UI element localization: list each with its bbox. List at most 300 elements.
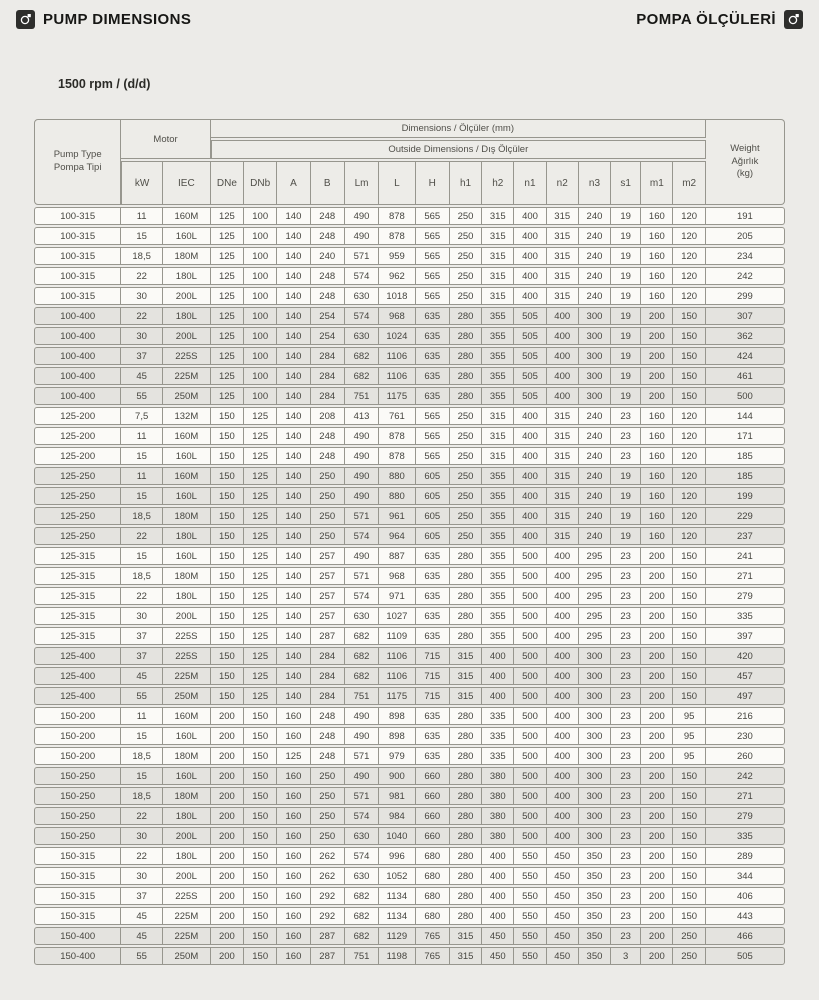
- dimension-cell: 240: [579, 527, 611, 545]
- pump-type-cell: 100-315: [34, 267, 121, 285]
- dimension-cell: 22: [121, 807, 163, 825]
- dimension-cell: 300: [579, 707, 611, 725]
- dimension-cell: 240: [579, 247, 611, 265]
- dimension-cell: 23: [611, 887, 641, 905]
- col-header-n2: n2: [547, 161, 579, 205]
- dimension-cell: 295: [579, 587, 611, 605]
- dimension-cell: 225M: [163, 367, 211, 385]
- dimension-cell: 350: [579, 867, 611, 885]
- dimension-cell: 200: [641, 367, 673, 385]
- dimension-cell: 120: [673, 527, 705, 545]
- dimension-cell: 682: [345, 347, 379, 365]
- dimension-cell: 400: [514, 207, 546, 225]
- dimension-cell: 15: [121, 547, 163, 565]
- dimension-cell: 605: [416, 467, 450, 485]
- dimension-cell: 287: [311, 627, 345, 645]
- dimension-cell: 248: [311, 727, 345, 745]
- weight-cell: 191: [706, 207, 785, 225]
- table-row: [34, 747, 785, 765]
- dimension-cell: 250: [450, 527, 482, 545]
- dimension-cell: 150: [244, 827, 277, 845]
- dimension-cell: 125: [244, 527, 277, 545]
- dimension-cell: 315: [482, 427, 514, 445]
- dimension-cell: 45: [121, 367, 163, 385]
- dimension-cell: 160: [641, 447, 673, 465]
- dimension-cell: 250: [450, 427, 482, 445]
- pump-type-cell: 100-400: [34, 347, 121, 365]
- dimension-cell: 140: [277, 247, 310, 265]
- dimension-cell: 160: [641, 247, 673, 265]
- dimension-cell: 630: [345, 607, 379, 625]
- dimension-cell: 160M: [163, 207, 211, 225]
- dimension-cell: 500: [514, 807, 546, 825]
- dimension-cell: 250: [450, 447, 482, 465]
- dimension-cell: 150: [244, 787, 277, 805]
- dimension-cell: 160: [277, 727, 310, 745]
- dimension-cell: 140: [277, 607, 310, 625]
- table-row: [34, 687, 785, 705]
- dimension-cell: 150: [244, 747, 277, 765]
- dimension-cell: 200: [211, 747, 244, 765]
- dimension-cell: 315: [547, 507, 579, 525]
- dimension-cell: 11: [121, 707, 163, 725]
- dimension-cell: 500: [514, 787, 546, 805]
- dimension-cell: 490: [345, 547, 379, 565]
- dimension-cell: 150: [211, 487, 244, 505]
- dimension-cell: 878: [379, 227, 415, 245]
- dimension-cell: 200: [641, 567, 673, 585]
- dimension-cell: 490: [345, 487, 379, 505]
- dimension-cell: 250: [450, 267, 482, 285]
- dimension-cell: 400: [514, 467, 546, 485]
- pump-type-cell: 125-400: [34, 667, 121, 685]
- dimension-cell: 280: [450, 607, 482, 625]
- dimension-cell: 240: [579, 427, 611, 445]
- dimension-cell: 761: [379, 407, 415, 425]
- col-header-s1: s1: [611, 161, 641, 205]
- dimension-cell: 100: [244, 367, 277, 385]
- dimension-cell: 355: [482, 307, 514, 325]
- dimension-cell: 490: [345, 707, 379, 725]
- dimension-cell: 284: [311, 367, 345, 385]
- dimension-cell: 630: [345, 287, 379, 305]
- dimension-cell: 574: [345, 307, 379, 325]
- dimension-cell: 100: [244, 387, 277, 405]
- pump-type-cell: 150-315: [34, 887, 121, 905]
- table-header: [34, 119, 785, 205]
- dimension-cell: 160: [277, 767, 310, 785]
- dimension-cell: 23: [611, 707, 641, 725]
- dimension-cell: 450: [547, 947, 579, 965]
- dimension-cell: 150: [211, 547, 244, 565]
- dimension-cell: 571: [345, 247, 379, 265]
- dimension-cell: 315: [450, 947, 482, 965]
- dimension-cell: 1052: [379, 867, 415, 885]
- dimension-cell: 250: [450, 407, 482, 425]
- dimension-cell: 350: [579, 927, 611, 945]
- dimension-cell: 125: [244, 407, 277, 425]
- pump-type-cell: 150-200: [34, 707, 121, 725]
- dimension-cell: 19: [611, 347, 641, 365]
- dimension-cell: 150: [673, 307, 705, 325]
- pump-type-cell: 150-315: [34, 907, 121, 925]
- dimension-cell: 315: [482, 267, 514, 285]
- dimension-cell: 200: [641, 347, 673, 365]
- dimension-cell: 400: [482, 687, 514, 705]
- dimension-cell: 250M: [163, 947, 211, 965]
- dimension-cell: 120: [673, 227, 705, 245]
- dimension-cell: 450: [547, 927, 579, 945]
- dimension-cell: 400: [547, 667, 579, 685]
- dimension-cell: 240: [579, 507, 611, 525]
- dimension-cell: 280: [450, 307, 482, 325]
- dimension-cell: 37: [121, 347, 163, 365]
- dimension-cell: 23: [611, 647, 641, 665]
- dimension-cell: 565: [416, 427, 450, 445]
- dimension-cell: 400: [547, 727, 579, 745]
- dimension-cell: 100: [244, 207, 277, 225]
- dimension-cell: 571: [345, 507, 379, 525]
- table-row: [34, 567, 785, 585]
- dimension-cell: 565: [416, 287, 450, 305]
- dimension-cell: 125: [244, 587, 277, 605]
- dimension-cell: 355: [482, 367, 514, 385]
- dimension-cell: 565: [416, 247, 450, 265]
- dimension-cell: 450: [547, 867, 579, 885]
- dimension-cell: 23: [611, 907, 641, 925]
- dimension-cell: 315: [450, 667, 482, 685]
- dimension-cell: 200: [641, 867, 673, 885]
- dimension-cell: 680: [416, 907, 450, 925]
- dimension-cell: 200: [211, 707, 244, 725]
- dimension-cell: 571: [345, 567, 379, 585]
- dimension-cell: 23: [611, 627, 641, 645]
- dimension-cell: 23: [611, 807, 641, 825]
- dimension-cell: 400: [547, 307, 579, 325]
- dimension-cell: 19: [611, 527, 641, 545]
- dimension-cell: 315: [547, 527, 579, 545]
- dimension-cell: 22: [121, 307, 163, 325]
- dimension-cell: 315: [482, 287, 514, 305]
- dimension-cell: 200: [211, 767, 244, 785]
- dimension-cell: 250M: [163, 687, 211, 705]
- dimension-cell: 125: [244, 447, 277, 465]
- dimension-cell: 140: [277, 427, 310, 445]
- dimension-cell: 355: [482, 347, 514, 365]
- dimension-cell: 400: [547, 767, 579, 785]
- dimension-cell: 682: [345, 887, 379, 905]
- dimension-cell: 160: [277, 847, 310, 865]
- dimension-cell: 660: [416, 827, 450, 845]
- titlebar: [0, 0, 819, 29]
- col-header-n3: n3: [579, 161, 611, 205]
- dimension-cell: 751: [345, 947, 379, 965]
- pump-type-cell: 125-250: [34, 527, 121, 545]
- dimension-cell: 125: [244, 487, 277, 505]
- dimension-cell: 140: [277, 487, 310, 505]
- dimension-cell: 160: [641, 267, 673, 285]
- dimension-cell: 315: [482, 247, 514, 265]
- table-row: [34, 347, 785, 365]
- pump-type-cell: 125-200: [34, 407, 121, 425]
- dimension-cell: 660: [416, 767, 450, 785]
- dimension-cell: 1129: [379, 927, 415, 945]
- dimension-cell: 280: [450, 747, 482, 765]
- dimension-cell: 200L: [163, 287, 211, 305]
- dimension-cell: 280: [450, 367, 482, 385]
- dimension-cell: 160: [277, 867, 310, 885]
- dimension-cell: 45: [121, 907, 163, 925]
- dimension-cell: 380: [482, 827, 514, 845]
- dimension-cell: 22: [121, 527, 163, 545]
- dimension-cell: 355: [482, 547, 514, 565]
- dimension-cell: 30: [121, 827, 163, 845]
- dimension-cell: 1027: [379, 607, 415, 625]
- dimension-cell: 250M: [163, 387, 211, 405]
- dimension-cell: 23: [611, 927, 641, 945]
- table-row: [34, 427, 785, 445]
- table-row: [34, 727, 785, 745]
- weight-cell: 344: [706, 867, 785, 885]
- weight-cell: 271: [706, 567, 785, 585]
- dimension-cell: 250: [673, 947, 705, 965]
- dimension-cell: 140: [277, 347, 310, 365]
- dimension-cell: 180M: [163, 507, 211, 525]
- dimension-cell: 400: [547, 387, 579, 405]
- dimension-cell: 250: [450, 467, 482, 485]
- dimension-cell: 505: [514, 327, 546, 345]
- pump-type-cell: 125-250: [34, 487, 121, 505]
- dimension-cell: 355: [482, 607, 514, 625]
- dimension-cell: 574: [345, 267, 379, 285]
- dimension-cell: 250: [311, 467, 345, 485]
- dimension-cell: 225S: [163, 647, 211, 665]
- dimension-cell: 200: [211, 847, 244, 865]
- pump-type-cell: 150-400: [34, 947, 121, 965]
- dimension-cell: 280: [450, 907, 482, 925]
- dimension-cell: 150: [244, 727, 277, 745]
- dimension-cell: 22: [121, 267, 163, 285]
- dimension-cell: 571: [345, 787, 379, 805]
- dimension-cell: 295: [579, 547, 611, 565]
- dimension-cell: 140: [277, 687, 310, 705]
- dimension-cell: 15: [121, 447, 163, 465]
- dimension-cell: 413: [345, 407, 379, 425]
- dimension-cell: 1134: [379, 887, 415, 905]
- dimension-cell: 100: [244, 307, 277, 325]
- dimension-cell: 682: [345, 907, 379, 925]
- dimension-cell: 19: [611, 307, 641, 325]
- dimension-cell: 240: [579, 447, 611, 465]
- dimension-cell: 150: [673, 907, 705, 925]
- col-header-dne: DNe: [211, 161, 244, 205]
- dimension-cell: 300: [579, 687, 611, 705]
- dimension-cell: 315: [547, 447, 579, 465]
- dimension-cell: 95: [673, 707, 705, 725]
- dimension-cell: 200: [641, 887, 673, 905]
- dimension-cell: 200L: [163, 827, 211, 845]
- dimension-cell: 984: [379, 807, 415, 825]
- dimension-cell: 18,5: [121, 567, 163, 585]
- dimension-cell: 505: [514, 387, 546, 405]
- dimension-cell: 350: [579, 887, 611, 905]
- dimension-cell: 350: [579, 947, 611, 965]
- dimension-cell: 150: [211, 647, 244, 665]
- dimension-cell: 120: [673, 207, 705, 225]
- dimension-cell: 160: [641, 487, 673, 505]
- dimension-cell: 300: [579, 727, 611, 745]
- dimension-cell: 140: [277, 627, 310, 645]
- dimension-cell: 280: [450, 587, 482, 605]
- dimension-cell: 125: [244, 567, 277, 585]
- dimension-cell: 1134: [379, 907, 415, 925]
- dimension-cell: 878: [379, 207, 415, 225]
- dimension-cell: 315: [547, 407, 579, 425]
- weight-cell: 406: [706, 887, 785, 905]
- dimension-cell: 450: [547, 847, 579, 865]
- dimension-cell: 250: [311, 527, 345, 545]
- dimension-cell: 300: [579, 767, 611, 785]
- dimension-cell: 140: [277, 647, 310, 665]
- dimension-cell: 400: [547, 347, 579, 365]
- dimension-cell: 180M: [163, 787, 211, 805]
- dimension-cell: 150: [244, 907, 277, 925]
- pump-type-cell: 100-400: [34, 327, 121, 345]
- dimension-cell: 565: [416, 267, 450, 285]
- dimension-cell: 160: [277, 787, 310, 805]
- dimension-cell: 225S: [163, 887, 211, 905]
- dimension-cell: 635: [416, 747, 450, 765]
- dimension-cell: 23: [611, 587, 641, 605]
- dimension-cell: 180L: [163, 847, 211, 865]
- weight-cell: 299: [706, 287, 785, 305]
- table-row: [34, 847, 785, 865]
- dimension-cell: 300: [579, 327, 611, 345]
- dimension-cell: 240: [579, 287, 611, 305]
- dimension-cell: 125: [211, 267, 244, 285]
- dimension-cell: 200: [211, 907, 244, 925]
- dimension-cell: 150: [211, 507, 244, 525]
- dimension-cell: 500: [514, 607, 546, 625]
- dimension-cell: 315: [547, 267, 579, 285]
- dimension-cell: 11: [121, 427, 163, 445]
- dimension-cell: 315: [482, 227, 514, 245]
- dimension-cell: 280: [450, 567, 482, 585]
- dimension-cell: 660: [416, 787, 450, 805]
- dimension-cell: 30: [121, 327, 163, 345]
- dimension-cell: 505: [514, 307, 546, 325]
- dimension-cell: 160: [277, 887, 310, 905]
- dimension-cell: 287: [311, 927, 345, 945]
- weight-cell: 461: [706, 367, 785, 385]
- dimension-cell: 284: [311, 647, 345, 665]
- dimension-cell: 257: [311, 547, 345, 565]
- dimension-cell: 200: [641, 747, 673, 765]
- dimension-cell: 140: [277, 567, 310, 585]
- dimension-cell: 200: [641, 847, 673, 865]
- dimension-cell: 30: [121, 607, 163, 625]
- dimension-cell: 23: [611, 747, 641, 765]
- pump-type-cell: 125-315: [34, 587, 121, 605]
- table-row: [34, 587, 785, 605]
- dimension-cell: 280: [450, 707, 482, 725]
- dimension-cell: 150: [211, 587, 244, 605]
- dimension-cell: 200: [641, 827, 673, 845]
- dimension-cell: 300: [579, 367, 611, 385]
- table-row: [34, 367, 785, 385]
- dimension-cell: 257: [311, 607, 345, 625]
- dimension-cell: 682: [345, 667, 379, 685]
- dimension-cell: 45: [121, 667, 163, 685]
- dimension-cell: 160M: [163, 427, 211, 445]
- dimension-cell: 680: [416, 887, 450, 905]
- table-row: [34, 287, 785, 305]
- dimension-cell: 315: [547, 467, 579, 485]
- dimension-cell: 979: [379, 747, 415, 765]
- dimension-cell: 200: [641, 947, 673, 965]
- dimension-cell: 280: [450, 847, 482, 865]
- dimension-cell: 200: [211, 927, 244, 945]
- weight-cell: 229: [706, 507, 785, 525]
- dimension-cell: 280: [450, 887, 482, 905]
- table-row: [34, 767, 785, 785]
- dimension-cell: 400: [514, 527, 546, 545]
- dimension-cell: 400: [514, 507, 546, 525]
- weight-cell: 242: [706, 267, 785, 285]
- dimension-cell: 180M: [163, 567, 211, 585]
- dimension-cell: 225S: [163, 347, 211, 365]
- dimension-cell: 150: [244, 927, 277, 945]
- dimension-cell: 200: [641, 327, 673, 345]
- dimension-cell: 100: [244, 327, 277, 345]
- col-header-m2: m2: [673, 161, 705, 205]
- dimension-cell: 150: [673, 547, 705, 565]
- dimension-cell: 125: [211, 387, 244, 405]
- dimension-cell: 1018: [379, 287, 415, 305]
- dimension-cell: 19: [611, 467, 641, 485]
- dimension-cell: 765: [416, 947, 450, 965]
- dimension-cell: 248: [311, 287, 345, 305]
- dimension-cell: 200: [211, 867, 244, 885]
- dimension-cell: 200: [641, 727, 673, 745]
- table-row: [34, 867, 785, 885]
- page-title-tr: POMPA ÖLÇÜLERİ: [636, 11, 776, 28]
- pump-type-cell: 125-315: [34, 627, 121, 645]
- dimension-cell: 500: [514, 587, 546, 605]
- dimension-cell: 15: [121, 767, 163, 785]
- dimension-cell: 160L: [163, 727, 211, 745]
- dimension-cell: 400: [547, 567, 579, 585]
- dimension-cell: 254: [311, 307, 345, 325]
- dimension-cell: 300: [579, 387, 611, 405]
- pump-type-cell: 125-200: [34, 427, 121, 445]
- dimension-cell: 125: [211, 247, 244, 265]
- col-header-kw: kW: [121, 161, 163, 205]
- dimension-cell: 180L: [163, 267, 211, 285]
- pump-type-cell: 150-200: [34, 747, 121, 765]
- dimension-cell: 635: [416, 727, 450, 745]
- dimension-cell: 1175: [379, 387, 415, 405]
- dimension-cell: 180M: [163, 747, 211, 765]
- dimension-cell: 880: [379, 467, 415, 485]
- table-row: [34, 307, 785, 325]
- dimension-cell: 23: [611, 667, 641, 685]
- dimension-cell: 30: [121, 867, 163, 885]
- dimension-cell: 200L: [163, 607, 211, 625]
- dimension-cell: 200: [641, 687, 673, 705]
- dimension-cell: 160: [277, 947, 310, 965]
- dimension-cell: 635: [416, 387, 450, 405]
